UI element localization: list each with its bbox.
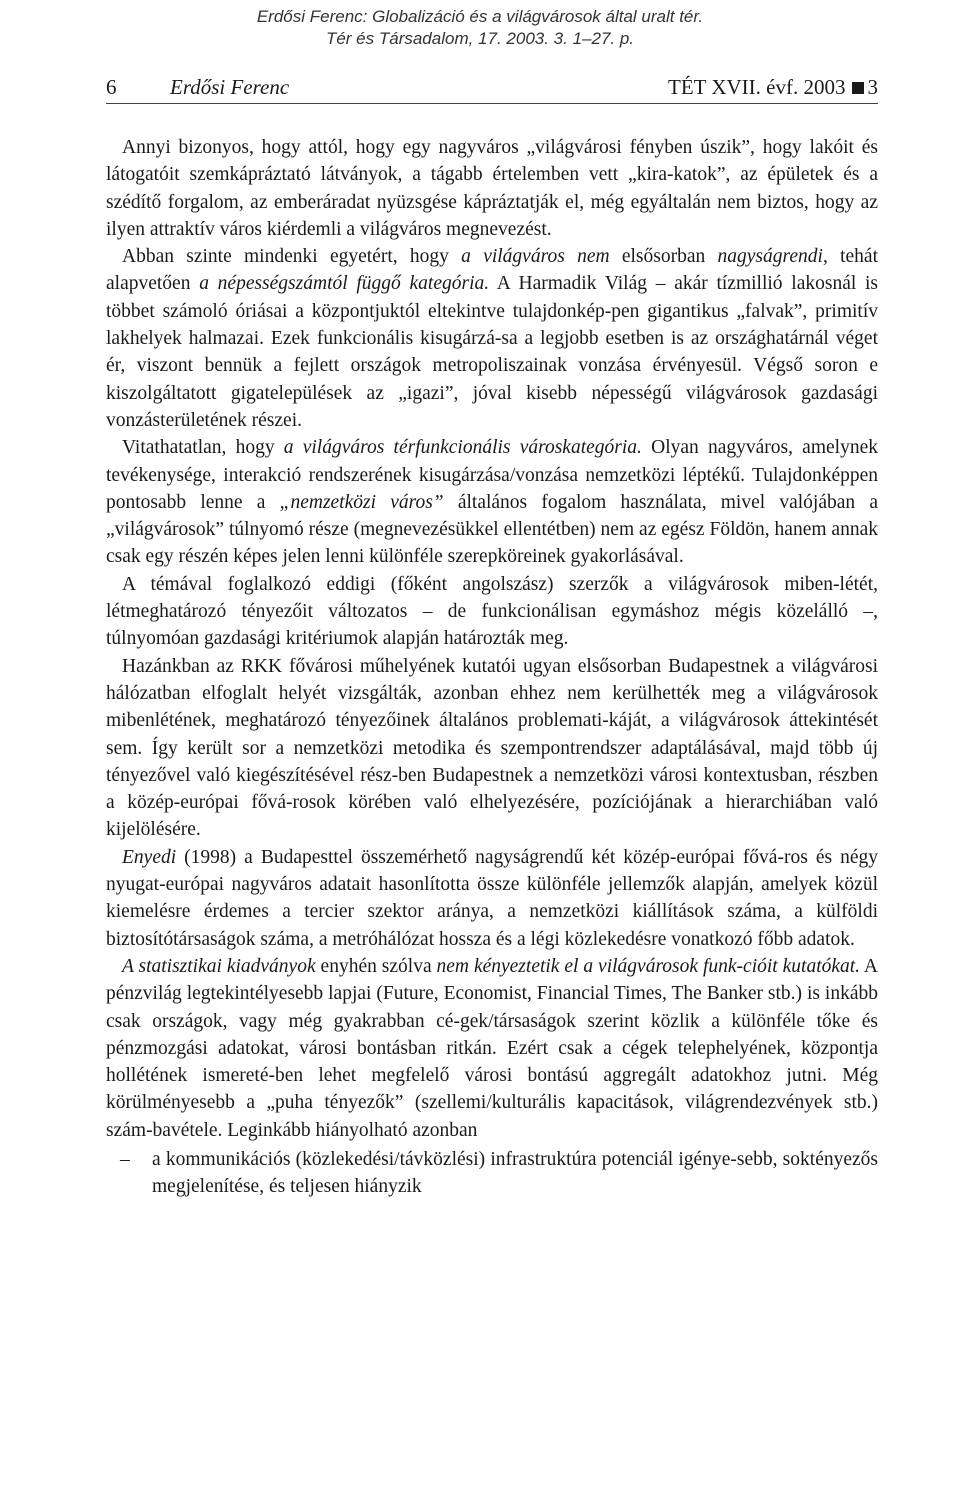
running-header	[106, 73, 878, 104]
journal-volume: TÉT XVII. évf. 2003	[668, 75, 846, 99]
journal-info	[668, 73, 878, 101]
emphasis: Enyedi	[122, 846, 177, 868]
citation-line-1: Erdősi Ferenc: Globalizáció és a világvárosok által uralt tér.	[256, 7, 704, 26]
citation-header	[0, 6, 960, 50]
journal-issue: 3	[867, 75, 878, 99]
citation-line-2: Tér és Társadalom, 17. 2003. 3. 1–27. p.	[325, 29, 635, 48]
page-number: 6	[106, 75, 117, 99]
emphasis: A statisztikai kiadványok	[122, 955, 316, 977]
paragraph-4: A témával foglalkozó eddigi (főként angolszász) szerzők a világvárosok miben-létét, létmeghatározó tényezőit változatos – de funkcionálisan egymáshoz mégis közelálló –, túlnyomóan gazdasági kritériumok alapján határozták meg.	[106, 573, 878, 650]
paragraph-2: Abban szinte mindenki egyetért, hogy a világváros nem elsősorban nagyságrendi, tehát alapvetően a népességszámtól függő kategória. A Harmadik Világ – akár tízmillió lakosnál is többet számoló óriásai a központjuktól eltekintve tulajdonkép-pen gigantikus „falvak”, primitív lakhelyek halmazai. Ezek funkcionális kisugárzá-sa a legjobb esetben is az országhatárnál véget ér, viszont bennük a fejlett országok metropoliszainak vonzása érvényesül. Végső soron e kiszolgáltatott gigatelepülések az „igazi”, jóval kisebb népességű világvárosok gazdasági vonzásterületének részei.	[106, 246, 878, 431]
list-item-text: a kommunikációs (közlekedési/távközlési) infrastruktúra potenciál igénye-sebb, soktényezős megjelenítése, és teljesen hiányzik	[152, 1148, 878, 1198]
article-body	[106, 134, 878, 1201]
emphasis: a világváros térfunkcionális városkategória.	[283, 437, 642, 459]
running-author: Erdősi Ferenc	[170, 75, 290, 99]
paragraph-6: Enyedi (1998) a Budapesttel összemérhető nagyságrendű két közép-európai fővá-ros és négy nyugat-európai nagyváros adatait hasonlította össze különféle jellemzők alapján, amelyek közül kiemelésre érdemes a tercier szektor aránya, a nemzetközi kiállítások száma, a külföldi biztosítótársaságok száma, a metróhálózat hossza és a légi közlekedésre vonatkozó főbb adatok.	[106, 846, 878, 950]
emphasis: a népességszámtól függő kategória.	[199, 273, 490, 295]
paragraph-3: Vitathatatlan, hogy a világváros térfunkcionális városkategória. Olyan nagyváros, amelynek tevékenysége, interakció rendszerének kisugárzása/vonzása nemzetközi léptékű. Tulajdonképpen pontosabb lenne a „nemzetközi város” általános fogalom használata, mivel valójában a „világvárosok” túlnyomó része (megnevezésükkel ellentétben) nem az egész Földön, hanem annak csak egy részén képes jelen lenni különféle szerepköreinek gyakorlásával.	[106, 437, 879, 568]
black-square-icon	[852, 82, 864, 94]
dash-bullet: –	[120, 1148, 130, 1170]
emphasis: a világváros nem	[461, 246, 610, 268]
list-item	[106, 1146, 878, 1201]
emphasis: „nemzetközi város”	[279, 491, 444, 513]
paragraph-5: Hazánkban az RKK fővárosi műhelyének kutatói ugyan elsősorban Budapestnek a világvárosi hálózatban elfoglalt helyét vizsgálták, azonban ehhez nem kerülhették meg a világvárosok mibenlétének, meghatározó tényezőinek általános problemati-káját, a világvárosok áttekintését sem. Így került sor a nemzetközi metodika és szempontrendszer adaptálásával, majd több új tényezővel való kiegészítésével rész-ben Budapestnek a nemzetközi városi kontextusban, részben a közép-európai fővá-rosok körében való elhelyezésére, pozíciójának a hierarchiában való kijelölésére.	[106, 655, 878, 841]
paragraph-1: Annyi bizonyos, hogy attól, hogy egy nagyváros „világvárosi fényben úszik”, hogy lakóit és látogatóit szemkápráztató látványok, a tágabb értelemben vett „kira-katok”, az épületek és a szédítő forgalom, az emberáradat nyüzsgése kápráztatják el, még egyáltalán nem biztos, hogy az ilyen attraktív város kiérdemli a világváros megnevezést.	[106, 137, 878, 240]
emphasis: nem kényeztetik el a világvárosok funk-cióit kutatókat.	[436, 955, 861, 977]
emphasis: nagyságrendi	[717, 246, 823, 268]
paragraph-7: A statisztikai kiadványok enyhén szólva nem kényeztetik el a világvárosok funk-cióit kutatókat. A pénzvilág legtekintélyesebb lapjai (Future, Economist, Financial Times, The Banker stb.) is inkább csak országok, vagy még gyakrabban cé-gek/társaságok szerint közlik a különféle tőke és pénzmozgási adatokat, városi bontásban ritkán. Ezért csak a cégek telephelyének, központja hollétének ismereté-ben lehet megfelelő városi bontású aggregált adatokhoz jutni. Még körülményesebb a „puha tényezők” (szellemi/kulturális kapacitások, világrendezvények stb.) szám-bavétele. Leginkább hiányolható azonban	[106, 955, 878, 1141]
